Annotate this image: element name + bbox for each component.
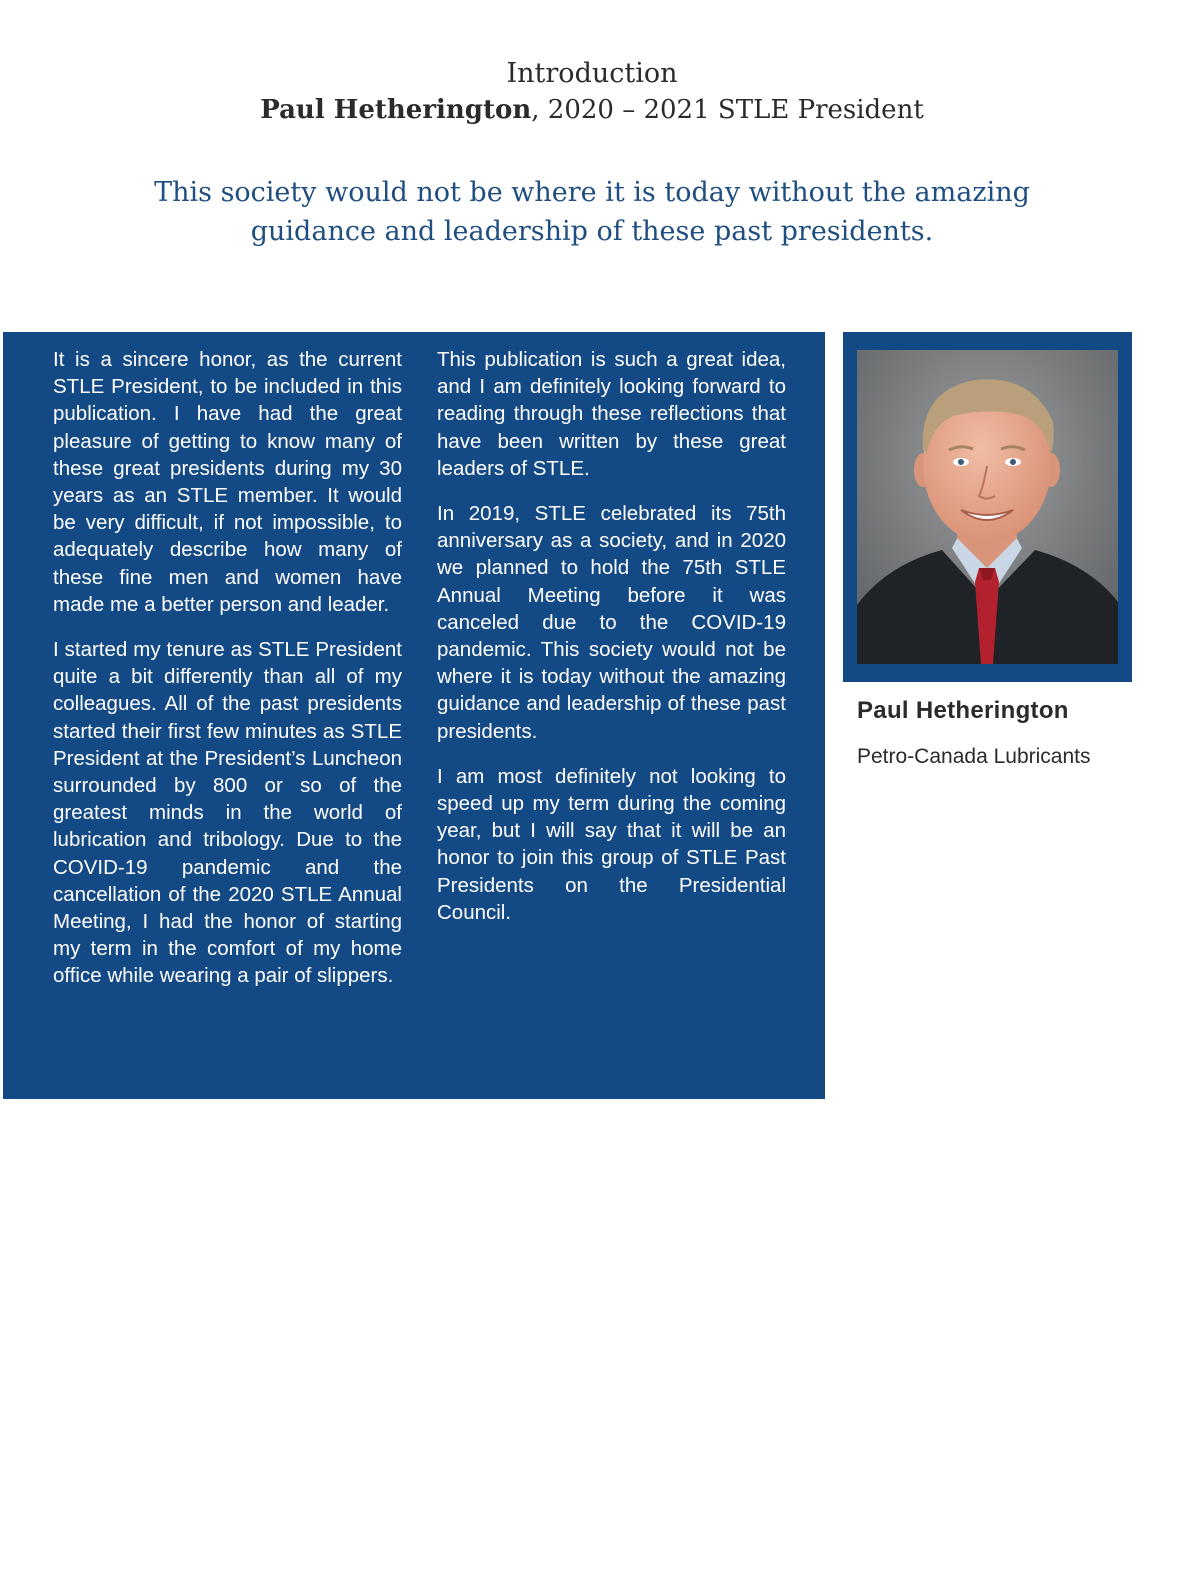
president-subtitle [0, 92, 1184, 128]
paragraph: I started my tenure as STLE President quite a bit differently than all of my colleagues. All of the past presidents started their first few minutes as STLE President at the President’s Luncheon surrounded by 800 or so of the greatest minds in the world of lubrication and tribology. Due to the COVID-19 pandemic and the cancellation of the 2020 STLE Annual Meeting, I had the honor of starting my term in the comfort of my home office while wearing a pair of slippers. [53, 638, 402, 988]
paragraph: It is a sincere honor, as the current STLE President, to be included in this publication. I have had the great pleasure of getting to know many of these great presidents during my 30 years as an STLE member. It would be very difficult, if not impossible, to adequately describe how many of these fine men and women have made me a better person and leader. [53, 348, 402, 616]
portrait-illustration [857, 350, 1118, 664]
page-header [0, 56, 1184, 128]
paragraph: In 2019, STLE celebrated its 75th anniversary as a society, and in 2020 we planned to hold the 75th STLE Annual Meeting before it was canceled due to the COVID-19 pandemic. This society would not be where it is today without the amazing guidance and leadership of these past presidents. [437, 502, 786, 743]
portrait-photo [857, 350, 1118, 664]
president-name: Paul Hetherington [260, 95, 532, 125]
paragraph: I am most definitely not looking to speed up my term during the coming year, but I will say that it will be an honor to join this group of STLE Past Presidents on the Presidential Council. [437, 764, 786, 924]
profile-name: Paul Hetherington [857, 697, 1069, 724]
pull-quote [0, 173, 1184, 251]
article-column-left [53, 346, 402, 1008]
article-column-right [437, 346, 786, 944]
profile-company: Petro-Canada Lubricants [857, 745, 1091, 768]
section-title: Introduction [506, 58, 678, 89]
president-term: , 2020 – 2021 STLE President [531, 95, 924, 125]
paragraph: This publication is such a great idea, and I am definitely looking forward to reading through these reflections that have been written by these great leaders of STLE. [437, 348, 786, 480]
pull-quote-line-2: guidance and leadership of these past presidents. [250, 216, 934, 247]
pull-quote-line-1: This society would not be where it is today without the amazing [154, 177, 1030, 208]
portrait-frame [843, 332, 1132, 682]
